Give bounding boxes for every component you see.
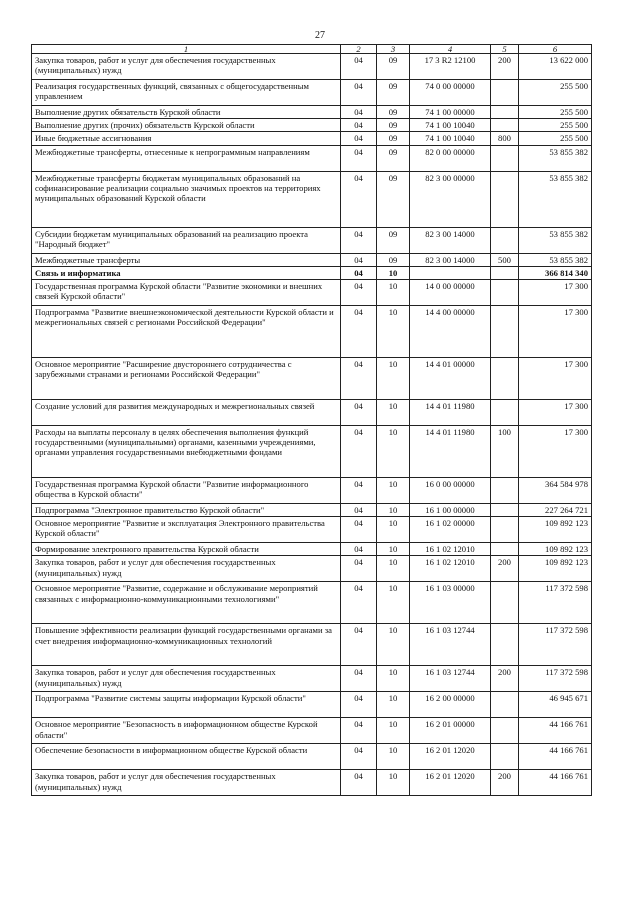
cell-amount: 109 892 123 [519,517,592,543]
cell-expense-type: 100 [491,426,519,478]
cell-expense-type [491,119,519,132]
cell-name: Иные бюджетные ассигнования [32,132,341,145]
cell-target-article: 16 1 00 00000 [410,504,491,517]
header-col-4: 4 [410,45,491,54]
header-col-1: 1 [32,45,341,54]
cell-subsection: 10 [377,478,410,504]
cell-amount: 17 300 [519,358,592,400]
table-row [32,119,592,132]
cell-subsection: 09 [377,253,410,266]
cell-subsection: 09 [377,227,410,253]
table-row [32,692,592,718]
cell-amount: 255 500 [519,132,592,145]
cell-name: Закупка товаров, работ и услуг для обеспечения государственных (муниципальных) нужд [32,666,341,692]
cell-amount: 53 855 382 [519,253,592,266]
cell-target-article: 16 0 00 00000 [410,478,491,504]
cell-amount: 17 300 [519,306,592,358]
cell-expense-type [491,504,519,517]
cell-name: Формирование электронного правительства Курской области [32,543,341,556]
cell-subsection: 09 [377,80,410,106]
cell-expense-type: 200 [491,54,519,80]
cell-name: Подпрограмма "Электронное правительство Курской области" [32,504,341,517]
table-row [32,306,592,358]
table-row [32,478,592,504]
cell-name: Обеспечение безопасности в информационном обществе Курской области [32,744,341,770]
table-row [32,358,592,400]
cell-section: 04 [341,80,377,106]
cell-expense-type [491,358,519,400]
table-row [32,280,592,306]
table-row [32,666,592,692]
cell-subsection: 09 [377,54,410,80]
cell-name: Государственная программа Курской области "Развитие экономики и внешних связей Курской области" [32,280,341,306]
cell-target-article: 14 4 01 00000 [410,358,491,400]
cell-section: 04 [341,145,377,171]
cell-target-article: 16 2 01 00000 [410,718,491,744]
cell-amount: 17 300 [519,426,592,478]
cell-target-article: 16 2 01 12020 [410,770,491,796]
cell-subsection: 10 [377,504,410,517]
cell-section: 04 [341,770,377,796]
header-col-5: 5 [491,45,519,54]
cell-amount: 53 855 382 [519,227,592,253]
cell-name: Повышение эффективности реализации функций государственными органами за счет внедрения информационно-коммуникационных технологий [32,624,341,666]
cell-expense-type [491,80,519,106]
cell-subsection: 10 [377,556,410,582]
cell-subsection: 10 [377,266,410,279]
cell-subsection: 10 [377,744,410,770]
cell-subsection: 09 [377,145,410,171]
page-number: 27 [315,30,325,41]
cell-target-article: 16 1 02 00000 [410,517,491,543]
cell-name: Государственная программа Курской области "Развитие информационного общества в Курской области" [32,478,341,504]
cell-amount: 46 945 671 [519,692,592,718]
cell-name: Основное мероприятие "Развитие и эксплуатация Электронного правительства Курской области" [32,517,341,543]
cell-expense-type [491,280,519,306]
cell-expense-type [491,582,519,624]
cell-amount: 109 892 123 [519,543,592,556]
cell-target-article: 16 1 03 12744 [410,666,491,692]
cell-section: 04 [341,266,377,279]
cell-target-article: 16 1 03 00000 [410,582,491,624]
cell-expense-type [491,692,519,718]
cell-name: Субсидии бюджетам муниципальных образований на реализацию проекта "Народный бюджет" [32,227,341,253]
cell-subsection: 09 [377,132,410,145]
header-row [32,45,592,54]
cell-section: 04 [341,119,377,132]
cell-name: Связь и информатика [32,266,341,279]
table-row [32,504,592,517]
table-row [32,770,592,796]
cell-name: Межбюджетные трансферты [32,253,341,266]
cell-name: Межбюджетные трансферты бюджетам муниципальных образований на софинансирование реализации социально значимых проектов на территориях муниципальных образований Курской области [32,171,341,227]
header-col-6: 6 [519,45,592,54]
cell-target-article: 74 1 00 00000 [410,106,491,119]
cell-section: 04 [341,624,377,666]
cell-expense-type [491,106,519,119]
cell-subsection: 09 [377,119,410,132]
cell-name: Расходы на выплаты персоналу в целях обеспечения выполнения функций государственными (муниципальными) органами, казенными учреждениями, органами управления государственными внебюджетными фондами [32,426,341,478]
cell-section: 04 [341,478,377,504]
cell-name: Основное мероприятие "Расширение двустороннего сотрудничества с зарубежными странами и регионами Российской Федерации" [32,358,341,400]
cell-name: Закупка товаров, работ и услуг для обеспечения государственных (муниципальных) нужд [32,54,341,80]
cell-expense-type: 800 [491,132,519,145]
cell-target-article: 74 0 00 00000 [410,80,491,106]
cell-expense-type: 200 [491,556,519,582]
table-row [32,253,592,266]
cell-expense-type [491,400,519,426]
cell-expense-type: 200 [491,770,519,796]
cell-subsection: 10 [377,582,410,624]
cell-name: Межбюджетные трансферты, отнесенные к непрограммным направлениям [32,145,341,171]
cell-target-article: 14 0 00 00000 [410,280,491,306]
cell-expense-type [491,306,519,358]
cell-amount: 53 855 382 [519,171,592,227]
cell-section: 04 [341,400,377,426]
cell-subsection: 10 [377,666,410,692]
cell-section: 04 [341,517,377,543]
cell-expense-type [491,266,519,279]
cell-expense-type [491,624,519,666]
cell-amount: 364 584 978 [519,478,592,504]
header-col-3: 3 [377,45,410,54]
cell-amount: 44 166 761 [519,718,592,744]
cell-section: 04 [341,582,377,624]
cell-name: Выполнение других (прочих) обязательств Курской области [32,119,341,132]
cell-section: 04 [341,692,377,718]
cell-target-article: 82 3 00 14000 [410,253,491,266]
cell-amount: 117 372 598 [519,624,592,666]
table-row [32,54,592,80]
table-row [32,718,592,744]
table-row [32,624,592,666]
cell-section: 04 [341,280,377,306]
cell-section: 04 [341,306,377,358]
cell-amount: 255 500 [519,80,592,106]
cell-expense-type [491,145,519,171]
cell-section: 04 [341,171,377,227]
cell-amount: 255 500 [519,119,592,132]
cell-target-article: 16 1 02 12010 [410,556,491,582]
cell-name: Основное мероприятие "Развитие, содержание и обслуживание мероприятий связанных с информационно-коммуникационными технологиями" [32,582,341,624]
cell-expense-type: 500 [491,253,519,266]
cell-subsection: 10 [377,280,410,306]
cell-subsection: 10 [377,624,410,666]
table-row [32,543,592,556]
cell-subsection: 10 [377,692,410,718]
cell-target-article: 14 4 01 11980 [410,400,491,426]
cell-target-article: 16 2 01 12020 [410,744,491,770]
cell-expense-type [491,171,519,227]
cell-section: 04 [341,227,377,253]
cell-subsection: 10 [377,770,410,796]
cell-name: Закупка товаров, работ и услуг для обеспечения государственных (муниципальных) нужд [32,556,341,582]
table-row [32,106,592,119]
cell-name: Закупка товаров, работ и услуг для обеспечения государственных (муниципальных) нужд [32,770,341,796]
cell-section: 04 [341,543,377,556]
cell-target-article [410,266,491,279]
cell-section: 04 [341,426,377,478]
cell-section: 04 [341,106,377,119]
cell-name: Реализация государственных функций, связанных с общегосударственным управлением [32,80,341,106]
cell-amount: 227 264 721 [519,504,592,517]
cell-expense-type [491,227,519,253]
cell-target-article: 82 3 00 14000 [410,227,491,253]
table-row [32,266,592,279]
cell-target-article: 74 1 00 10040 [410,132,491,145]
cell-section: 04 [341,253,377,266]
cell-name: Выполнение других обязательств Курской области [32,106,341,119]
cell-subsection: 10 [377,400,410,426]
cell-name: Подпрограмма "Развитие внешнеэкономической деятельности Курской области и межрегиональных связей с регионами Российской Федерации" [32,306,341,358]
table-row [32,171,592,227]
cell-expense-type [491,517,519,543]
cell-target-article: 16 2 00 00000 [410,692,491,718]
cell-section: 04 [341,358,377,400]
cell-expense-type [491,718,519,744]
cell-expense-type [491,744,519,770]
cell-section: 04 [341,504,377,517]
cell-subsection: 09 [377,106,410,119]
table-row [32,145,592,171]
table-row [32,426,592,478]
cell-subsection: 10 [377,517,410,543]
cell-target-article: 16 1 02 12010 [410,543,491,556]
table-row [32,744,592,770]
cell-expense-type: 200 [491,666,519,692]
cell-amount: 117 372 598 [519,666,592,692]
table-row [32,132,592,145]
cell-target-article: 82 0 00 00000 [410,145,491,171]
cell-name: Создание условий для развития международных и межрегиональных связей [32,400,341,426]
cell-section: 04 [341,718,377,744]
table-row [32,400,592,426]
header-col-2: 2 [341,45,377,54]
cell-name: Основное мероприятие "Безопасность в информационном обществе Курской области" [32,718,341,744]
table-row [32,556,592,582]
cell-expense-type [491,543,519,556]
cell-amount: 366 814 340 [519,266,592,279]
table-row [32,80,592,106]
cell-subsection: 10 [377,306,410,358]
cell-amount: 117 372 598 [519,582,592,624]
table-row [32,227,592,253]
cell-expense-type [491,478,519,504]
cell-amount: 13 622 000 [519,54,592,80]
cell-subsection: 09 [377,171,410,227]
cell-target-article: 82 3 00 00000 [410,171,491,227]
cell-name: Подпрограмма "Развитие системы защиты информации Курской области" [32,692,341,718]
cell-section: 04 [341,744,377,770]
cell-subsection: 10 [377,426,410,478]
cell-amount: 17 300 [519,280,592,306]
cell-subsection: 10 [377,543,410,556]
table-row [32,582,592,624]
cell-target-article: 14 4 01 11980 [410,426,491,478]
cell-target-article: 17 3 R2 12100 [410,54,491,80]
cell-amount: 255 500 [519,106,592,119]
cell-subsection: 10 [377,358,410,400]
cell-section: 04 [341,132,377,145]
cell-amount: 44 166 761 [519,744,592,770]
cell-amount: 109 892 123 [519,556,592,582]
table-row [32,517,592,543]
cell-subsection: 10 [377,718,410,744]
cell-target-article: 74 1 00 10040 [410,119,491,132]
cell-section: 04 [341,556,377,582]
cell-amount: 53 855 382 [519,145,592,171]
cell-target-article: 16 1 03 12744 [410,624,491,666]
cell-section: 04 [341,666,377,692]
budget-table [31,44,592,796]
cell-amount: 44 166 761 [519,770,592,796]
cell-target-article: 14 4 00 00000 [410,306,491,358]
cell-amount: 17 300 [519,400,592,426]
cell-section: 04 [341,54,377,80]
